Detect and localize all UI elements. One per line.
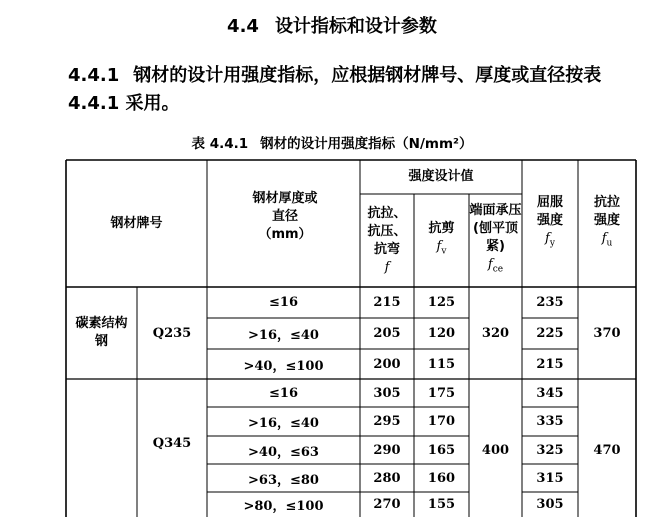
bearing-q345: 400 [481, 442, 510, 458]
header-yield: 屈服强度 $f_y$ [536, 195, 563, 249]
table-cell-f: 200 [373, 356, 401, 372]
table-cell-f: 205 [373, 326, 401, 341]
table-cell-f: 215 [373, 295, 401, 310]
header-shear: 抗剪 $f_v$ [428, 221, 455, 257]
clause-text: 钢材的设计用强度指标，应根据钢材牌号、厚度或直径按表 4.4.1 采用。 [68, 65, 602, 114]
header-ultimate: 抗拉强度 $f_u$ [593, 195, 620, 249]
bearing-q235: 320 [481, 325, 510, 341]
header-design-values: 强度设计值 [408, 169, 474, 184]
table-cell-fv: 115 [427, 356, 456, 372]
grade-q235: Q235 [152, 325, 192, 341]
table-row-thickness: ≤16 [269, 295, 298, 310]
table-cell-fv: 120 [427, 326, 456, 341]
table-cell-f: 295 [373, 414, 401, 429]
table-row-thickness: >80，≤100 [243, 499, 324, 514]
table-cell-fy: 235 [536, 295, 564, 310]
table-cell-fv: 125 [427, 295, 456, 310]
section-number: 4.4 [227, 16, 259, 37]
header-bearing: 端面承压(刨平顶紧) $f_{ce}$ [469, 203, 522, 275]
table-cell-fy: 305 [536, 497, 564, 512]
table-cell-f: 270 [373, 497, 401, 512]
ultimate-q345: 470 [593, 442, 621, 458]
header-thickness: 钢材厚度或直径（mm） [252, 190, 318, 242]
table-cell-fy: 215 [536, 356, 564, 372]
table-cell-fv: 170 [427, 414, 456, 429]
grade-q345: Q345 [152, 435, 192, 451]
table-cell-fv: 175 [427, 385, 456, 401]
table-cell-f: 290 [373, 442, 401, 458]
section-title: 设计指标和设计参数 [274, 16, 437, 37]
table-cell-fv: 165 [427, 442, 456, 458]
table-title: 钢材的设计用强度指标（N/mm²） [260, 136, 473, 152]
table-row-thickness: >16，≤40 [248, 416, 319, 431]
table-cell-fy: 225 [536, 326, 564, 341]
table-cell-fy: 345 [536, 385, 564, 401]
table-cell-fv: 160 [427, 470, 456, 486]
table-cell-f: 280 [373, 470, 401, 486]
header-grade: 钢材牌号 [110, 215, 163, 231]
table-row-thickness: >16，≤40 [248, 328, 319, 343]
table-row-thickness: >40，≤100 [243, 358, 324, 374]
steel-type-carbon: 碳素结构钢 [75, 316, 128, 349]
clause-number: 4.4.1 [68, 65, 120, 86]
ultimate-q235: 370 [593, 325, 621, 341]
table-row-thickness: >40，≤63 [248, 444, 319, 460]
table-cell-fy: 335 [536, 414, 564, 429]
table-row-thickness: >63，≤80 [248, 472, 319, 488]
table-row-thickness: ≤16 [269, 385, 298, 401]
table-cell-fy: 325 [536, 442, 564, 458]
table-cell-fy: 315 [536, 470, 564, 486]
header-tension: 抗拉、抗压、抗弯 f [367, 205, 407, 275]
table-cell-f: 305 [373, 385, 401, 401]
table-cell-fv: 155 [427, 497, 456, 512]
table-number: 表 4.4.1 [191, 136, 249, 152]
